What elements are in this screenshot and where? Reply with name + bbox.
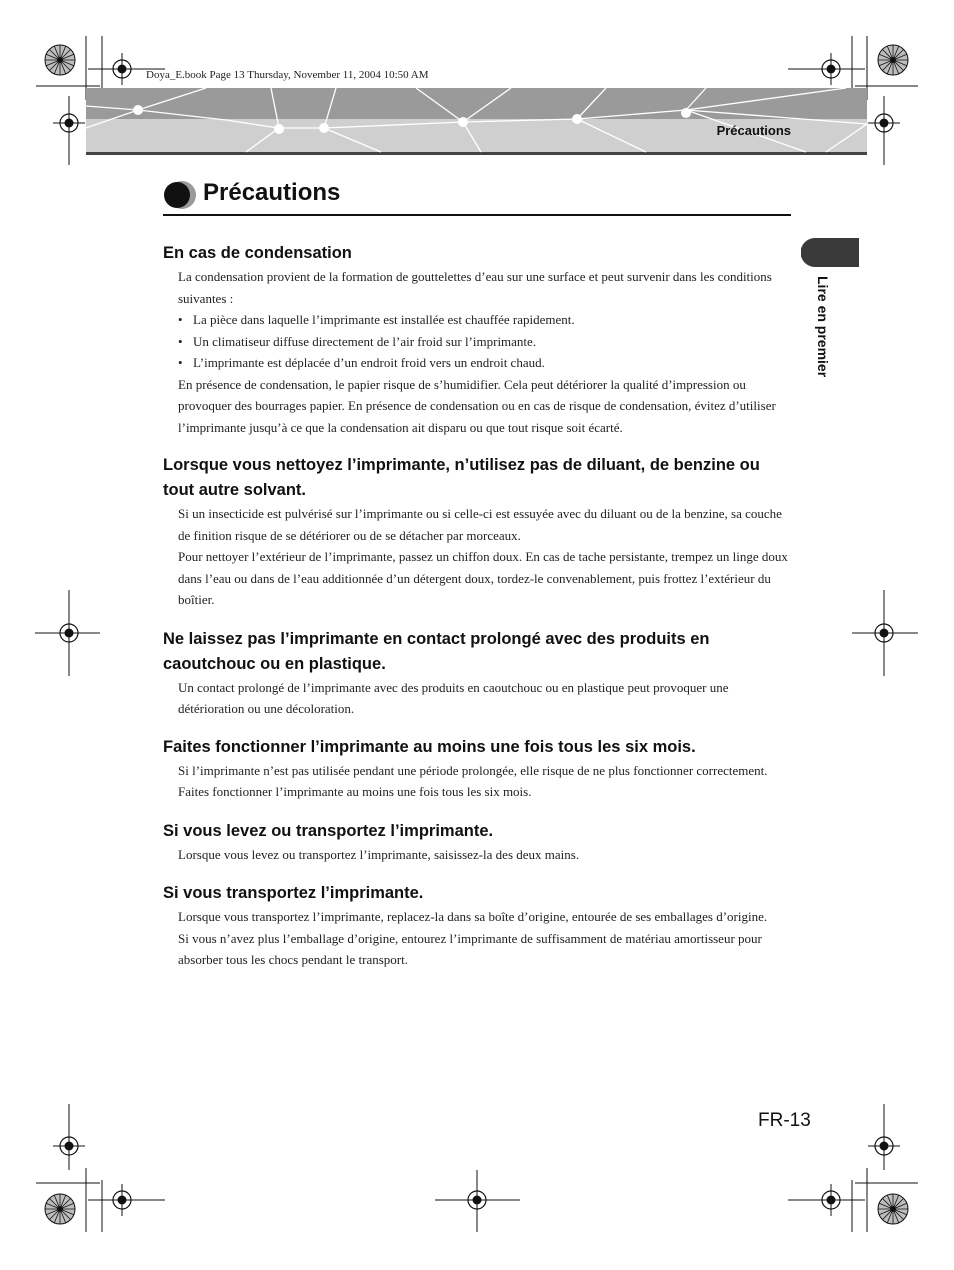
- section-transport: [163, 881, 791, 971]
- paragraph: La condensation provient de la formation de gouttelettes d’eau sur une surface et peut survenir dans les conditions suivantes :: [178, 269, 772, 306]
- section-body: [178, 906, 791, 971]
- paragraph: Si vous n’avez plus l’emballage d’origine, entourez l’imprimante de suffisamment de matériau amortisseur pour absorber tous les chocs pendant le transport.: [178, 930, 762, 967]
- paragraph: En présence de condensation, le papier risque de s’humidifier. Cela peut détériorer la qualité d’impression ou provoquer des bourrages papier. En présence de condensation ou en cas de risque de condensation, évitez d’utiliser l’imprimante jusqu’à ce que la condensation ait disparu ou que tout risque soit écarté.: [178, 376, 776, 435]
- section-condensation: [163, 241, 791, 438]
- paragraph: Faites fonctionner l’imprimante au moins une fois tous les six mois.: [178, 784, 532, 799]
- section-body: [178, 677, 791, 720]
- paragraph: Un contact prolongé de l’imprimante avec des produits en caoutchouc ou en plastique peut provoquer une détérioration ou une décoloration.: [178, 679, 729, 716]
- paragraph: Si un insecticide est pulvérisé sur l’imprimante ou si celle-ci est essuyée avec du diluant ou de la benzine, sa couche de finition risque de se détériorer ou de se détacher par morceaux.: [178, 506, 782, 543]
- section-body: [178, 503, 791, 611]
- section-heading: Si vous levez ou transportez l’imprimante.: [163, 821, 494, 840]
- paragraph: Lorsque vous levez ou transportez l’imprimante, saisissez-la des deux mains.: [178, 846, 580, 862]
- side-tab-label: Lire en premier: [815, 276, 831, 378]
- paragraph: Si l’imprimante n’est pas utilisée pendant une période prolongée, elle risque de ne plus fonctionner correctement.: [178, 762, 768, 778]
- bullet-list: [178, 309, 791, 374]
- paragraph: Lorsque vous transportez l’imprimante, replacez-la dans sa boîte d’origine, entourée de ses emballages d’origine.: [178, 909, 768, 924]
- page-title: Précautions: [203, 179, 341, 206]
- list-item: • La pièce dans laquelle l’imprimante est installée est chauffée rapidement.: [178, 309, 791, 331]
- section-lifting: [163, 819, 791, 866]
- title-rule: [163, 214, 791, 216]
- section-heading: Ne laissez pas l’imprimante en contact prolongé avec des produits en caoutchouc ou en plastique.: [163, 629, 710, 673]
- title-bullet-icon: [163, 180, 197, 210]
- list-item: • Un climatiseur diffuse directement de l’air froid sur l’imprimante.: [178, 331, 791, 353]
- section-body: [178, 844, 791, 866]
- section-rubber-plastic: [163, 627, 791, 720]
- header-banner: [86, 88, 867, 155]
- section-heading: Si vous transportez l’imprimante.: [163, 884, 424, 902]
- page-number: FR-13: [758, 1110, 811, 1131]
- section-heading: Faites fonctionner l’imprimante au moins une fois tous les six mois.: [163, 737, 696, 756]
- section-cleaning: [163, 453, 791, 611]
- section-body: [178, 266, 791, 438]
- side-tab: [801, 238, 859, 267]
- section-heading: En cas de condensation: [163, 244, 352, 262]
- section-body: [178, 760, 791, 803]
- section-operate-regularly: [163, 735, 791, 803]
- list-item: • L’imprimante est déplacée d’un endroit froid vers un endroit chaud.: [178, 352, 791, 374]
- main-content: [163, 241, 791, 971]
- print-info: Doya_E.book Page 13 Thursday, November 11, 2004 10:50 AM: [146, 69, 429, 81]
- paragraph: Pour nettoyer l’extérieur de l’imprimante, passez un chiffon doux. En cas de tache persistante, trempez un linge doux dans l’eau ou dans de l’eau additionnée d’un détergent doux, tordez-le convenablement, puis frottez l’extérieur du boîtier.: [178, 549, 788, 607]
- section-heading: Lorsque vous nettoyez l’imprimante, n’utilisez pas de diluant, de benzine ou tout autre solvant.: [163, 456, 760, 499]
- header-section-label: Précautions: [716, 123, 791, 138]
